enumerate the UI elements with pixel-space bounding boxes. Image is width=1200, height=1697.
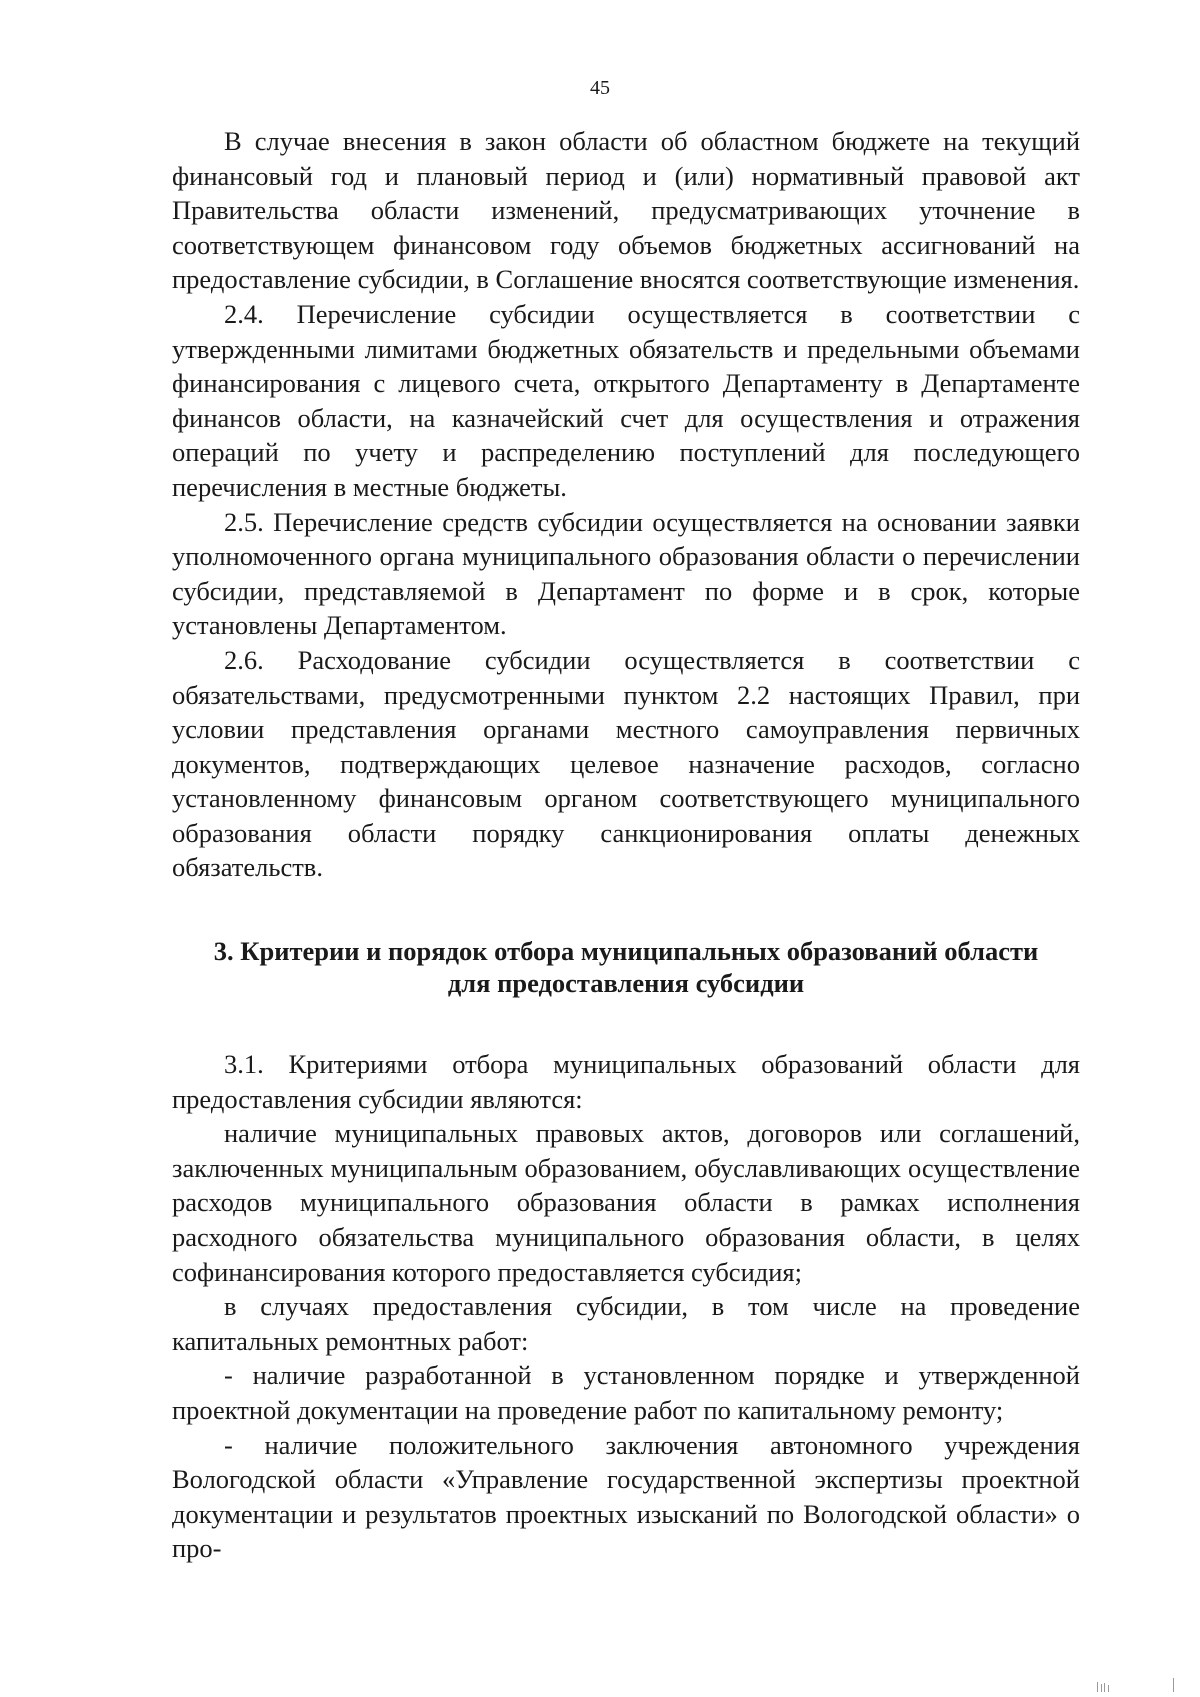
scan-mark — [1097, 1682, 1098, 1692]
paragraph-design-documentation: - наличие разработанной в установленном порядке и утвержденной проектной документации на проведение работ по капитальному ремонту; — [172, 1360, 1080, 1425]
paragraph-expert-conclusion: - наличие положительного заключения автономного учреждения Вологодской области «Управление государственной экспертизы проектной документации и результатов проектных изысканий по Вологодской области» о про- — [172, 1429, 1080, 1564]
page-number: 45 — [590, 77, 610, 99]
scan-mark — [1104, 1683, 1105, 1692]
paragraph-capital-repair: в случаях предоставления субсидии, в том числе на проведение капитальных ремонтных работ: — [172, 1291, 1080, 1356]
scan-mark — [1173, 1678, 1174, 1692]
section-3-heading: 3. Критерии и порядок отбора муниципальных образований области для предоставления субсидии — [213, 936, 1039, 999]
paragraph-2-6: 2.6. Расходование субсидии осуществляется в соответствии с обязательствами, предусмотренными пунктом 2.2 настоящих Правил, при условии представления органами местного самоуправления первичных документов, подтверждающих целевое назначение расходов, согласно установленному финансовым органом соответствующего муниципального образования области порядку санкционирования оплаты денежных обязательств. — [172, 644, 1080, 883]
scan-mark — [1101, 1684, 1102, 1692]
paragraph-legal-acts: наличие муниципальных правовых актов, договоров или соглашений, заключенных муниципальным образованием, обуславливающих осуществление расходов муниципального образования области в рамках исполнения расходного обязательства муниципального образования области, в целях софинансирования которого предоставляется субсидия; — [172, 1118, 1080, 1287]
paragraph-budget-changes: В случае внесения в закон области об областном бюджете на текущий финансовый год и плановый период и (или) нормативный правовой акт Правительства области изменений, предусматривающих уточнение в соответствующем финансовом году объемов бюджетных ассигнований на предоставление субсидии, в Соглашение вносятся соответствующие изменения. — [172, 126, 1080, 295]
document-body — [172, 124, 1080, 1566]
paragraph-2-4: 2.4. Перечисление субсидии осуществляется в соответствии с утвержденными лимитами бюджетных обязательств и предельными объемами финансирования с лицевого счета, открытого Департаменту в Департаменте финансов области, на казначейский счет для осуществления и отражения операций по учету и распределению поступлений для последующего перечисления в местные бюджеты. — [172, 298, 1080, 502]
paragraph-2-5: 2.5. Перечисление средств субсидии осуществляется на основании заявки уполномоченного органа муниципального образования области о перечислении субсидии, представляемой в Департамент по форме и в срок, которые установлены Департаментом. — [172, 506, 1080, 641]
scan-mark — [1108, 1685, 1109, 1692]
paragraph-3-1: 3.1. Критериями отбора муниципальных образований области для предоставления субсидии являются: — [172, 1049, 1080, 1114]
